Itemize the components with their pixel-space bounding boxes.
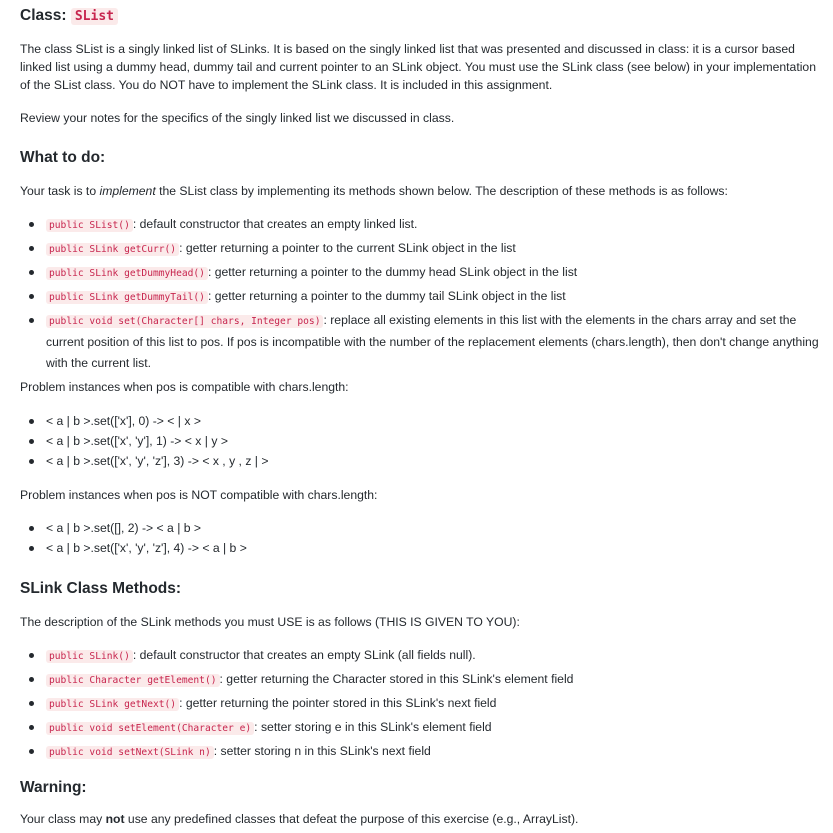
method-signature: public SLink getDummyHead() [46, 267, 208, 280]
method-signature: public Character getElement() [46, 674, 220, 687]
page-title: Class: SList [20, 7, 118, 25]
method-signature: public SLink() [46, 650, 133, 663]
review-notes-paragraph: Review your notes for the specifics of the singly linked list we discussed in class. [20, 111, 455, 125]
list-item: public void setNext(SLink n) : setter storing n in this SLink's next field [46, 741, 826, 763]
warning-heading: Warning: [20, 779, 87, 796]
list-item: public SList() : default constructor that creates an empty linked list. [46, 214, 826, 236]
incompatible-label: Problem instances when pos is NOT compatible with chars.length: [20, 488, 378, 502]
method-signature: public void set(Character[] chars, Integer pos) [46, 315, 323, 328]
list-item: public SLink getDummyHead() : getter returning a pointer to the dummy head SLink object in the list [46, 262, 826, 284]
what-to-do-heading: What to do: [20, 149, 106, 166]
task-lead-paragraph: Your task is to implement the SList class by implementing its methods shown below. The description of these methods is as follows: [20, 184, 728, 198]
list-item: public void set(Character[] chars, Integer pos) : replace all existing elements in this list with the elements in the chars array and set the current position of this list to pos. If pos is incompatible with the number of the replacement elements (chars.length), then don't change anything with the current list. [46, 310, 826, 374]
method-signature: public SLink getCurr() [46, 243, 179, 256]
list-item: public SLink getDummyTail() : getter returning a pointer to the dummy tail SLink object in the list [46, 286, 826, 308]
method-signature: public SList() [46, 219, 133, 232]
method-signature: public SLink getNext() [46, 698, 179, 711]
method-signature: public void setNext(SLink n) [46, 746, 214, 759]
list-item: < a | b >.set(['x', 'y'], 1) -> < x | y > [46, 431, 826, 451]
list-item: public SLink getCurr() : getter returning a pointer to the current SLink object in the list [46, 238, 826, 260]
method-signature: public void setElement(Character e) [46, 722, 254, 735]
list-item: < a | b >.set(['x', 'y', 'z'], 3) -> < x , y , z | > [46, 451, 826, 471]
incompatible-examples-list [20, 518, 826, 558]
class-name-code: SList [71, 8, 118, 25]
list-item: public Character getElement() : getter returning the Character stored in this SLink's element field [46, 669, 826, 691]
list-item: public void setElement(Character e) : setter storing e in this SLink's element field [46, 717, 826, 739]
slist-method-list [20, 214, 826, 376]
method-signature: public SLink getDummyTail() [46, 291, 208, 304]
list-item: < a | b >.set(['x'], 0) -> < | x > [46, 411, 826, 431]
slink-method-list [20, 645, 826, 765]
list-item: < a | b >.set(['x', 'y', 'z'], 4) -> < a | b > [46, 538, 826, 558]
warning-paragraph: Your class may not use any predefined classes that defeat the purpose of this exercise (e.g., ArrayList). [20, 812, 579, 826]
compatible-label: Problem instances when pos is compatible with chars.length: [20, 380, 349, 394]
intro-paragraph: The class SList is a singly linked list of SLinks. It is based on the singly linked list that was presented and discussed in class: it is a cursor based linked list using a dummy head, dummy tail and current pointer to an SLink object. You must use the SLink class (see below) in your implementation of the SList class. You do NOT have to implement the SLink class. It is included in this assignment. [20, 42, 816, 92]
list-item: public SLink() : default constructor that creates an empty SLink (all fields null). [46, 645, 826, 667]
list-item: public SLink getNext() : getter returning the pointer stored in this SLink's next field [46, 693, 826, 715]
list-item: < a | b >.set([], 2) -> < a | b > [46, 518, 826, 538]
compatible-examples-list [20, 411, 826, 471]
slink-lead-paragraph: The description of the SLink methods you must USE is as follows (THIS IS GIVEN TO YOU): [20, 615, 520, 629]
slink-methods-heading: SLink Class Methods: [20, 580, 182, 597]
